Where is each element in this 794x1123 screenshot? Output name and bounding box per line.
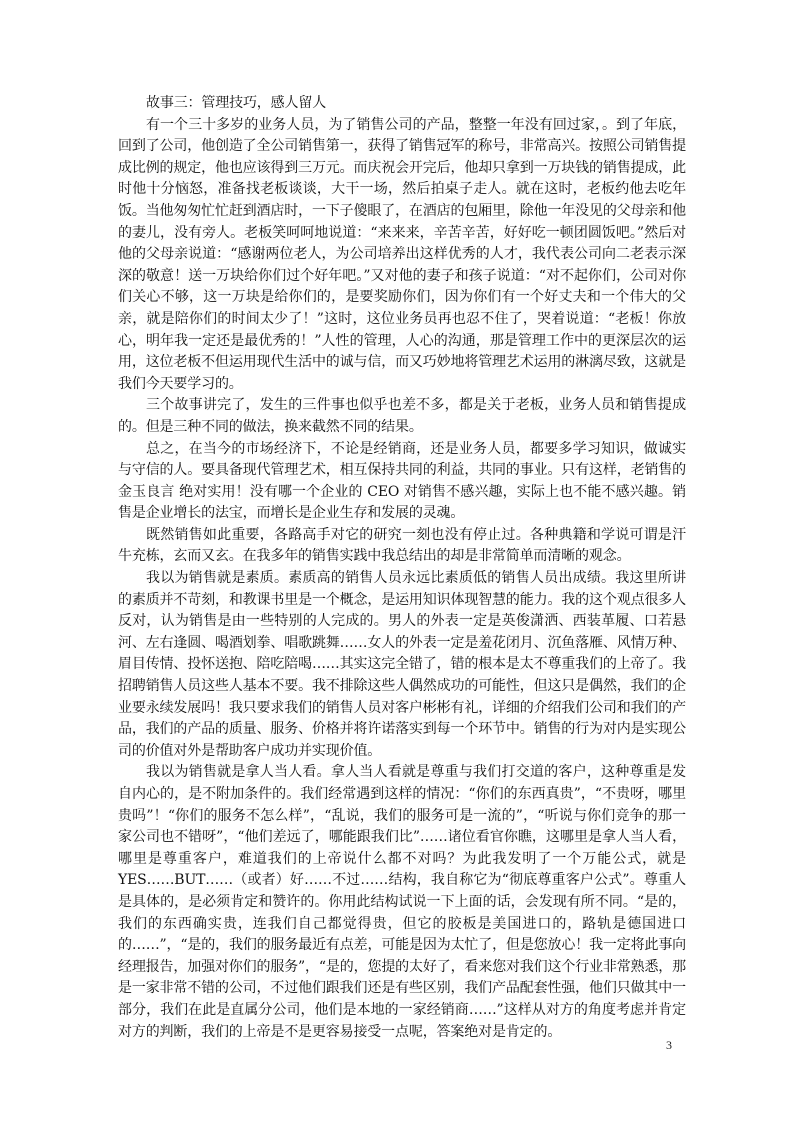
paragraph-respect-customers: 我以为销售就是拿人当人看。拿人当人看就是尊重与我们打交道的客户，这种尊重是发自内心的，是不附加条件的。我们经常遇到这样的情况：“你们的东西真贵”，“不贵呀，哪里贵吗”！“你们的服务不怎么样”，“乱说，我们的服务可是一流的”，“听说与你们竞争的那一家公司也不错呀”，“他们差远了，哪能跟我们比”……诸位看官你瞧，这哪里是拿人当人看，哪里是尊重客户，难道我们的上帝说什么都不对吗？为此我发明了一个万能公式，就是 YES……BUT……（或者）好……不过……结构，我自称它为“彻底尊重客户公式”。尊重人是具体的，是必须肯定和赞许的。你用此结构试说一下上面的话，会发现有所不同。“是的，我们的东西确实贵，连我们自己都觉得贵，但它的胶板是美国进口的，路轨是德国进口的……”，“是的，我们的服务最近有点差，可能是因为太忙了，但是您放心！我一定将此事向经理报告，加强对你们的服务”，“是的，您提的太好了，看来您对我们这个行业非常熟悉，那是一家非常不错的公司，不过他们跟我们还是有些区别，我们产品配套性强，他们只做其中一部分，我们在此是直属分公司，他们是本地的一家经销商……”这样从对方的角度考虑并肯定对方的判断，我们的上帝是不是更容易接受一点呢，答案绝对是肯定的。	[118, 764, 687, 1040]
paragraph-sales-is-quality: 我以为销售就是素质。素质高的销售人员永远比素质低的销售人员出成绩。我这里所讲的素质并不苛刻，和教课书里是一个概念，是运用知识体现智慧的能力。我的这个观点很多人反对，认为销售是由一些特别的人完成的。男人的外表一定是英俊潇洒、西装革履、口若悬河、左右逢圆、喝酒划拳、唱歌跳舞……女人的外表一定是羞花闭月、沉鱼落雁、风情万种、眉目传情、投怀送抱、陪吃陪喝……其实这完全错了，错的根本是太不尊重我们的上帝了。我招聘销售人员这些人基本不要。我不排除这些人偶然成功的可能性，但这只是偶然，我们的企业要永续发展吗！我只要求我们的销售人员对客户彬彬有礼，详细的介绍我们公司和我们的产品，我们的产品的质量、服务、价格并将许诺落实到每一个环节中。销售的行为对内是实现公司的价值对外是帮助客户成功并实现价值。	[118, 570, 686, 759]
paragraph-story-three: 有一个三十多岁的业务人员，为了销售公司的产品，整整一年没有回过家，。到了年底，回到了公司，他创造了全公司销售第一，获得了销售冠军的称号，非常高兴。按照公司销售提成比例的规定，他也应该得到三万元。而庆祝会开完后，他却只拿到一万块钱的销售提成，此时他十分恼怒，准备找老板谈谈，大干一场，然后拍桌子走人。就在这时，老板约他去吃年饭。当他匆匆忙忙赶到酒店时，一下子傻眼了，在酒店的包厢里，除他一年没见的父母亲和他的妻儿，没有旁人。老板笑呵呵地说道：“来来来，辛苦辛苦，好好吃一顿团圆饭吧。”然后对他的父母亲说道：“感谢两位老人，为公司培养出这样优秀的人才，我代表公司向二老表示深深的敬意！送一万块给你们过个好年吧。”又对他的妻子和孩子说道：“对不起你们，公司对你们关心不够，这一万块是给你们的，是要奖励你们，因为你们有一个好丈夫和一个伟大的父亲，就是陪你们的时间太少了！”这时，这位业务员再也忍不住了，哭着说道：“老板！你放心，明年我一定还是最优秀的！”人性的管理，人心的沟通，那是管理工作中的更深层次的运用，这位老板不但运用现代生活中的诚与信，而又巧妙地将管理艺术运用的淋漓尽致，这就是我们今天要学习的。	[118, 116, 686, 392]
story-title: 故事三：管理技巧，感人留人	[146, 95, 327, 111]
page-number: 3	[666, 1038, 672, 1052]
paragraph-conclusion: 总之，在当今的市场经济下，不论是经销商，还是业务人员，都要多学习知识，做诚实与守信的人。要具备现代管理艺术，相互保持共同的利益，共同的事业。只有这样，老销售的金玉良言 绝对实用！没有哪一个企业的 CEO 对销售不感兴趣，实际上也不能不感兴趣。销售是企业增长的法宝，而增长是企业生存和发展的灵魂。	[118, 440, 686, 522]
paragraph-sales-importance: 既然销售如此重要，各路高手对它的研究一刻也没有停止过。各种典籍和学说可谓是汗牛充栋，玄而又玄。在我多年的销售实践中我总结出的却是非常简单而清晰的观念。	[118, 526, 686, 565]
document-body	[118, 93, 686, 1043]
paragraph-three-stories-summary: 三个故事讲完了，发生的三件事也似乎也差不多，都是关于老板，业务人员和销售提成的。但是三种不同的做法，换来截然不同的结果。	[118, 397, 686, 435]
